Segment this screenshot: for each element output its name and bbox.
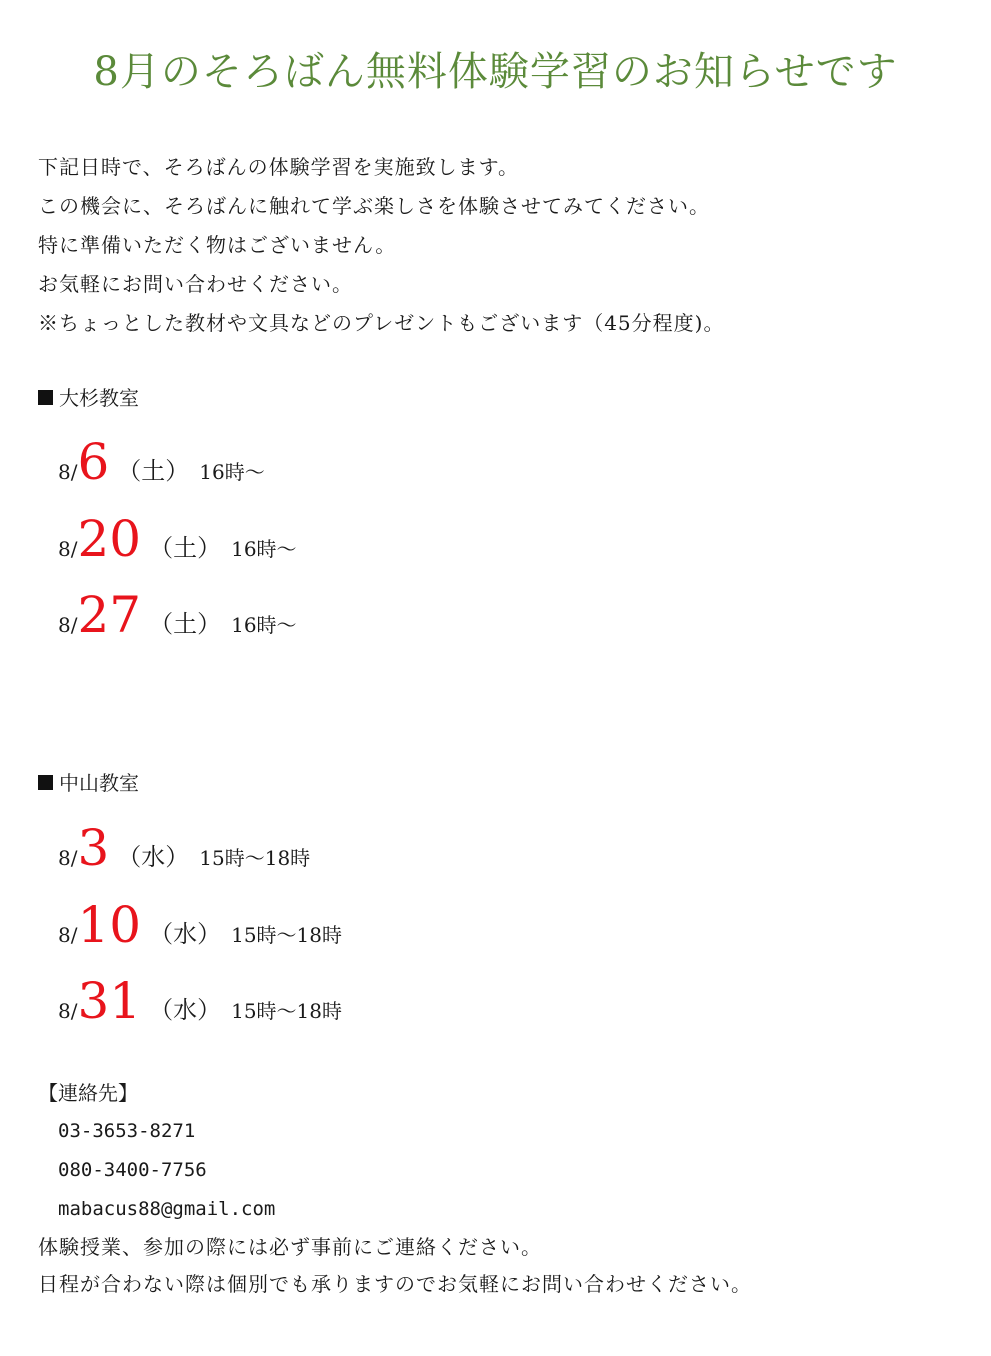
slot-month: 8/ [58, 613, 78, 637]
schedule-slot [58, 585, 297, 645]
intro-line: ※ちょっとした教材や文具などのプレゼントもございます（45分程度)。 [38, 311, 725, 335]
slot-month: 8/ [58, 460, 78, 484]
note-line: 日程が合わない際は個別でも承りますのでお気軽にお問い合わせください。 [38, 1272, 752, 1296]
slot-weekday: （土） [149, 534, 222, 562]
intro-line: 特に準備いただく物はございません。 [38, 233, 397, 257]
note-line: 体験授業、参加の際には必ず事前にご連絡ください。 [38, 1235, 542, 1259]
contact-email[interactable]: mabacus88@gmail.com [58, 1198, 276, 1220]
slot-time: 16時～ [231, 537, 297, 561]
schedule-slot [58, 971, 342, 1031]
slot-weekday: （水） [149, 920, 222, 948]
slot-time: 15時～18時 [199, 846, 311, 870]
slot-day: 10 [77, 896, 142, 954]
intro-line: お気軽にお問い合わせください。 [38, 272, 353, 296]
schedule-slot [58, 432, 265, 492]
slot-month: 8/ [58, 846, 78, 870]
slot-month: 8/ [58, 923, 78, 947]
schedule-slot [58, 509, 297, 569]
slot-weekday: （水） [117, 843, 190, 871]
slot-time: 15時～18時 [231, 923, 342, 947]
intro-line: この機会に、そろばんに触れて学ぶ楽しさを体験させてみてください。 [38, 194, 710, 218]
slot-day: 31 [77, 972, 142, 1030]
slot-time: 16時～ [231, 613, 297, 637]
contact-section [38, 1074, 958, 1303]
slot-month: 8/ [58, 537, 78, 561]
section-oosugi-title [38, 383, 139, 413]
page-title: 8月のそろばん無料体験学習のお知らせです [93, 49, 898, 95]
slot-time: 15時～18時 [231, 999, 342, 1023]
slot-month: 8/ [58, 999, 78, 1023]
section-nakayama-title [38, 768, 139, 798]
square-bullet-icon [38, 390, 53, 405]
slot-day: 6 [77, 433, 110, 491]
slot-day: 3 [77, 819, 110, 877]
slot-time: 16時～ [199, 460, 265, 484]
schedule-slot [58, 818, 310, 878]
contact-heading: 【連絡先】 [38, 1081, 138, 1105]
slot-day: 27 [77, 586, 142, 644]
intro-line: 下記日時で、そろばんの体験学習を実施致します。 [38, 155, 519, 179]
slot-weekday: （土） [149, 610, 222, 638]
slot-weekday: （水） [149, 996, 222, 1024]
classroom-name: 大杉教室 [59, 386, 139, 410]
contact-phone: 03-3653-8271 [58, 1120, 196, 1142]
schedule-slot [58, 895, 342, 955]
slot-weekday: （土） [117, 457, 190, 485]
classroom-name: 中山教室 [59, 771, 139, 795]
square-bullet-icon [38, 775, 53, 790]
contact-phone: 080-3400-7756 [58, 1159, 207, 1181]
slot-day: 20 [77, 510, 142, 568]
intro-paragraph [38, 148, 958, 343]
